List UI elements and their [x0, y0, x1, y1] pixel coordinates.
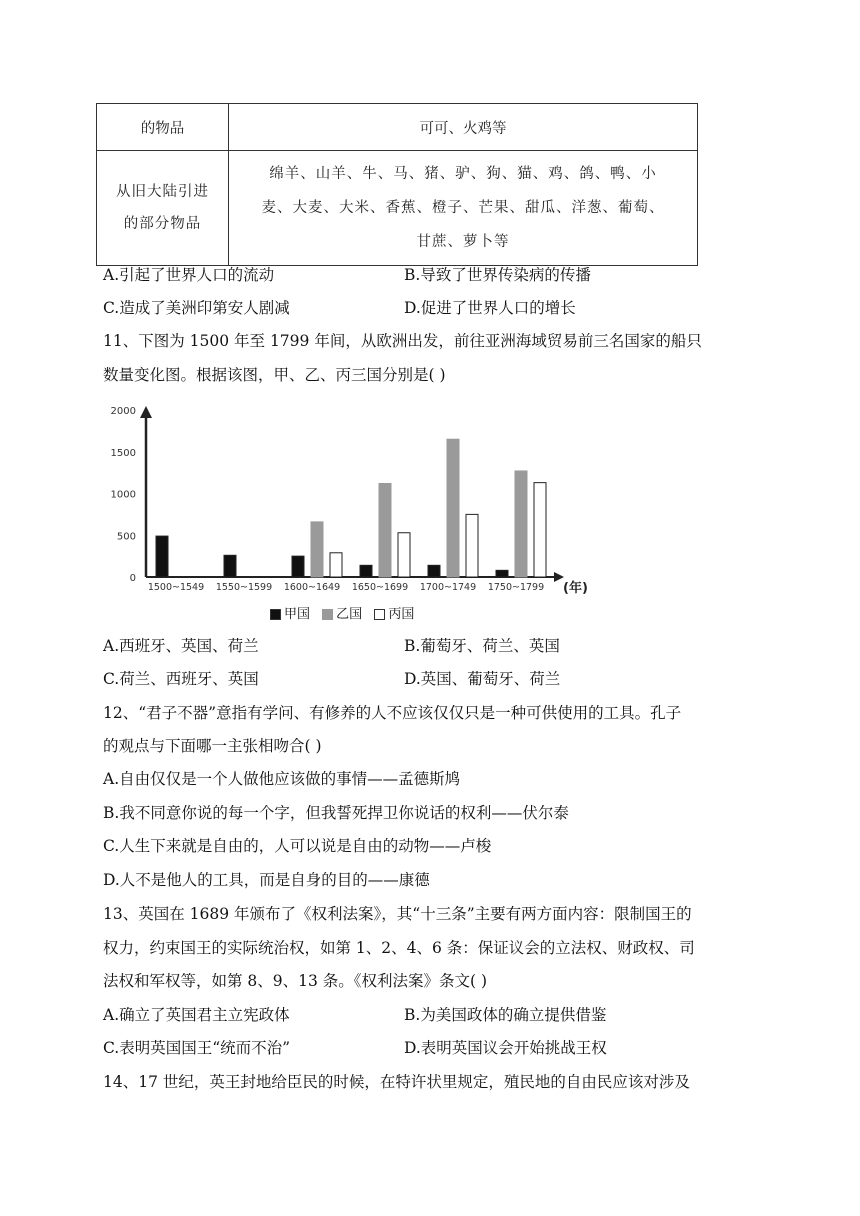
q12-option-d: D.人不是他人的工具，而是自身的目的——康德 [103, 871, 430, 889]
q14-stem-line: 14、17 世纪，英王封地给臣民的时候，在特许状里规定，殖民地的自由民应该对涉及 [103, 1073, 690, 1091]
chart-legend [270, 603, 414, 622]
table-row1-label: 的物品 [97, 104, 229, 151]
ship-count-chart [108, 400, 598, 600]
bar-jia [156, 536, 168, 577]
q12-stem-line: 12、“君子不器”意指有学问、有修养的人不应该仅仅只是一种可供使用的工具。孔子 [103, 704, 682, 722]
legend-label: 甲国 [284, 607, 311, 622]
y-tick-label: 1000 [110, 489, 136, 501]
q13-stem-line: 13、英国在 1689 年颁布了《权利法案》，其“十三条”主要有两方面内容：限制国王的 [103, 905, 692, 923]
q13-option-b: B.为美国政体的确立提供借鉴 [404, 1006, 607, 1024]
q10-option-b: B.导致了世界传染病的传播 [404, 266, 591, 284]
table-row2-label-line: 的部分物品 [123, 216, 202, 232]
q11-option-d: D.英国、葡萄牙、荷兰 [404, 670, 561, 688]
bar-bing [330, 553, 342, 577]
q13-option-c: C.表明英国国王“统而不治” [103, 1039, 291, 1057]
q11-stem-line: 数量变化图。根据该图，甲、乙、丙三国分别是( ) [103, 366, 446, 384]
bar-bing [534, 483, 546, 577]
q12-option-a: A.自由仅仅是一个人做他应该做的事情——孟德斯鸠 [103, 770, 461, 788]
y-tick-label: 1500 [110, 447, 136, 459]
table-row2-content-line: 麦、大麦、大米、香蕉、橙子、芒果、甜瓜、洋葱、葡萄、 [261, 200, 665, 216]
legend-swatch [270, 609, 281, 620]
bar-yi [379, 483, 391, 577]
table-row2-label [97, 151, 229, 266]
q11-option-b: B.葡萄牙、荷兰、英国 [404, 637, 560, 655]
bar-jia [292, 556, 304, 577]
q11-option-a: A.西班牙、英国、荷兰 [103, 637, 259, 655]
bar-bing [398, 533, 410, 577]
x-axis-label: (年) [563, 581, 588, 596]
table-row2-label-line: 从旧大陆引进 [116, 184, 209, 200]
legend-label: 丙国 [388, 607, 415, 622]
y-tick-label: 500 [116, 531, 136, 543]
q11-stem-line: 11、下图为 1500 年至 1799 年间，从欧洲出发，前往亚洲海域贸易前三名国家的船只 [103, 332, 702, 350]
legend-item-jia [270, 607, 310, 622]
x-tick-label: 1650~1699 [351, 582, 409, 593]
q13-stem-line: 权力，约束国王的实际统治权，如第 1、2、4、6 条：保证议会的立法权、财政权、司 [103, 939, 695, 957]
table-row2-content-line: 绵羊、山羊、牛、马、猪、驴、狗、猫、鸡、鸽、鸭、小 [269, 166, 657, 182]
x-tick-label: 1600~1649 [283, 582, 341, 593]
table-row1-content: 可可、火鸡等 [229, 104, 698, 151]
bar-jia [496, 570, 508, 577]
q12-option-b: B.我不同意你说的每一个字，但我誓死捍卫你说话的权利——伏尔泰 [103, 804, 569, 822]
legend-swatch [322, 609, 333, 620]
y-tick-label: 2000 [110, 406, 136, 417]
legend-item-bing [374, 607, 414, 622]
q10-option-c: C.造成了美洲印第安人剧减 [103, 299, 290, 317]
x-tick-label: 1700~1749 [419, 582, 477, 593]
bar-yi [447, 439, 459, 577]
bar-jia [428, 565, 440, 577]
bar-yi [311, 522, 323, 577]
q10-option-a: A.引起了世界人口的流动 [103, 266, 275, 284]
bar-jia [224, 555, 236, 577]
q11-option-c: C.荷兰、西班牙、英国 [103, 670, 259, 688]
goods-table [96, 103, 698, 266]
q12-stem-line: 的观点与下面哪一主张相吻合( ) [103, 737, 322, 755]
y-tick-label: 0 [129, 573, 136, 584]
x-tick-label: 1550~1599 [215, 582, 273, 593]
legend-swatch [374, 609, 385, 620]
q10-option-d: D.促进了世界人口的增长 [404, 299, 576, 317]
legend-label: 乙国 [336, 607, 363, 622]
table-row2-content-line: 甘蔗、萝卜等 [416, 234, 510, 250]
bar-bing [466, 514, 478, 577]
q13-stem-line: 法权和军权等，如第 8、9、13 条。《权利法案》条文( ) [103, 972, 488, 990]
table-row2-content [229, 151, 698, 266]
bar-jia [360, 565, 372, 577]
bar-yi [515, 471, 527, 577]
q13-option-a: A.确立了英国君主立宪政体 [103, 1006, 290, 1024]
x-tick-label: 1750~1799 [487, 582, 545, 593]
q13-option-d: D.表明英国议会开始挑战王权 [404, 1039, 607, 1057]
x-tick-label: 1500~1549 [147, 582, 205, 593]
y-axis-arrow [140, 406, 152, 418]
q12-option-c: C.人生下来就是自由的，人可以说是自由的动物——卢梭 [103, 837, 492, 855]
legend-item-yi [322, 607, 362, 622]
